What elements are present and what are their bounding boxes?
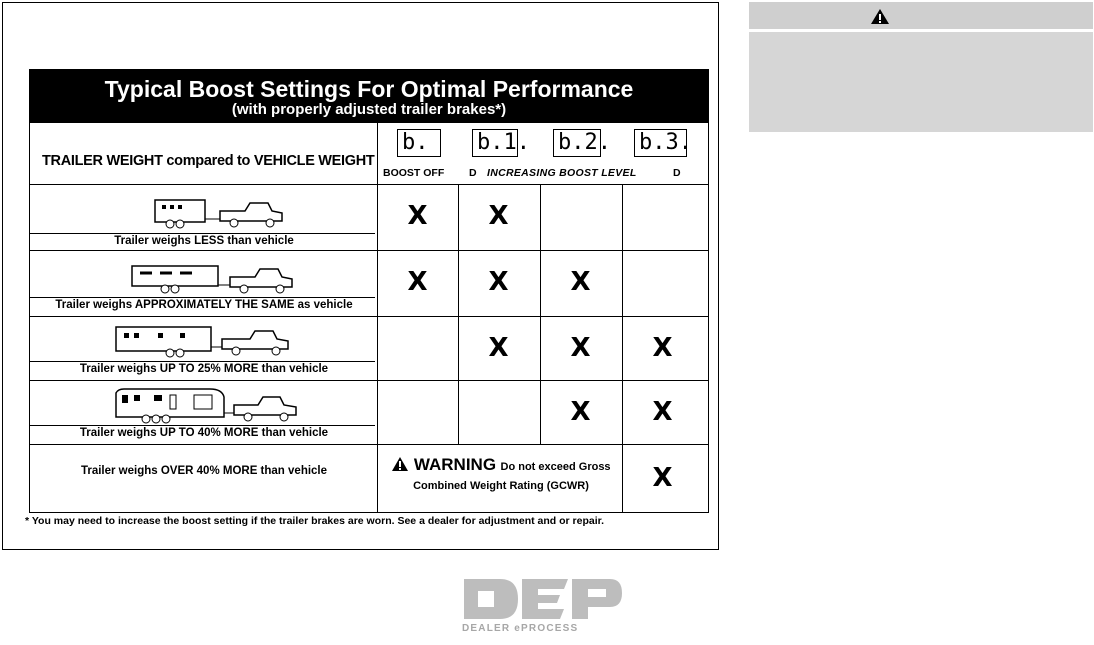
arrow-right-icon: D: [673, 167, 681, 179]
warning-line-1: Do not exceed Gross: [500, 461, 611, 473]
camper-trailer-and-truck-icon: [150, 197, 290, 231]
boost-level-columns: [377, 123, 708, 185]
row-divider: [30, 233, 375, 234]
warning-triangle-icon: [391, 456, 409, 472]
column-divider: [377, 122, 378, 512]
boost-level-b3: b.3.: [634, 129, 687, 157]
table-row: [30, 316, 708, 380]
column-divider: [458, 184, 459, 444]
check-mark-b0: X: [407, 267, 428, 297]
check-mark-b2: X: [570, 397, 591, 427]
check-mark-b2: X: [570, 267, 591, 297]
warning-panel: [749, 2, 1093, 132]
table-title: Typical Boost Settings For Optimal Performance: [104, 76, 634, 102]
boost-level-b1: b.1.: [472, 129, 518, 157]
row-divider: [30, 297, 375, 298]
warning-panel-header: [749, 2, 1093, 29]
warning-line-2: Combined Weight Rating (GCWR): [413, 480, 589, 492]
check-mark-b1: X: [488, 201, 509, 231]
fifth-wheel-trailer-and-truck-icon: [110, 321, 310, 359]
check-mark-b1: X: [488, 267, 509, 297]
travel-trailer-and-truck-icon: [130, 261, 310, 297]
table-row: [30, 380, 708, 444]
boost-level-b0: b.: [397, 129, 441, 157]
boost-level-b2: b.2.: [553, 129, 601, 157]
footnote: * You may need to increase the boost setting if the trailer brakes are worn. See a dealer for adjustment and or repair.: [25, 515, 605, 527]
check-mark-b1: X: [488, 333, 509, 363]
logo-tagline: DEALER ePROCESS: [462, 623, 579, 634]
trailer-weight-row-label: Trailer weighs LESS than vehicle: [114, 235, 294, 247]
large-fifth-wheel-trailer-and-truck-icon: [110, 385, 310, 425]
check-mark-b0: X: [407, 201, 428, 231]
boost-level-header-row: [30, 122, 708, 184]
row-divider: [30, 425, 375, 426]
trailer-weight-label: TRAILER WEIGHT compared to VEHICLE WEIGHT: [42, 153, 375, 169]
trailer-weight-row-label: Trailer weighs APPROXIMATELY THE SAME as vehicle: [55, 299, 353, 311]
check-mark-b3: X: [652, 463, 673, 493]
column-divider: [540, 184, 541, 444]
gcwr-warning: [377, 445, 622, 513]
check-mark-b3: X: [652, 333, 673, 363]
trailer-weight-row-label: Trailer weighs UP TO 25% MORE than vehicle: [79, 363, 329, 375]
arrow-left-icon: D: [469, 167, 477, 179]
increasing-boost-label: INCREASING BOOST LEVEL: [487, 167, 637, 179]
row-divider: [30, 361, 375, 362]
check-mark-b2: X: [570, 333, 591, 363]
dealer-eprocess-logo: [460, 573, 625, 639]
warning-panel-body: [749, 32, 1093, 132]
check-mark-b3: X: [652, 397, 673, 427]
table-row: [30, 184, 708, 250]
table-header: [30, 70, 708, 122]
trailer-weight-row-label: Trailer weighs OVER 40% MORE than vehicle: [80, 465, 328, 477]
table-row: [30, 250, 708, 316]
dep-logo-mark: [460, 573, 625, 623]
table-row: [30, 444, 708, 512]
trailer-weight-row-label: Trailer weighs UP TO 40% MORE than vehicle: [79, 427, 329, 439]
boost-settings-table: [29, 69, 709, 513]
boost-off-label: BOOST OFF: [383, 167, 445, 179]
table-subtitle: (with properly adjusted trailer brakes*): [231, 101, 507, 118]
warning-word: WARNING: [413, 455, 497, 474]
boost-settings-figure: [2, 2, 719, 550]
column-divider: [622, 184, 623, 512]
warning-triangle-icon: [870, 8, 890, 25]
